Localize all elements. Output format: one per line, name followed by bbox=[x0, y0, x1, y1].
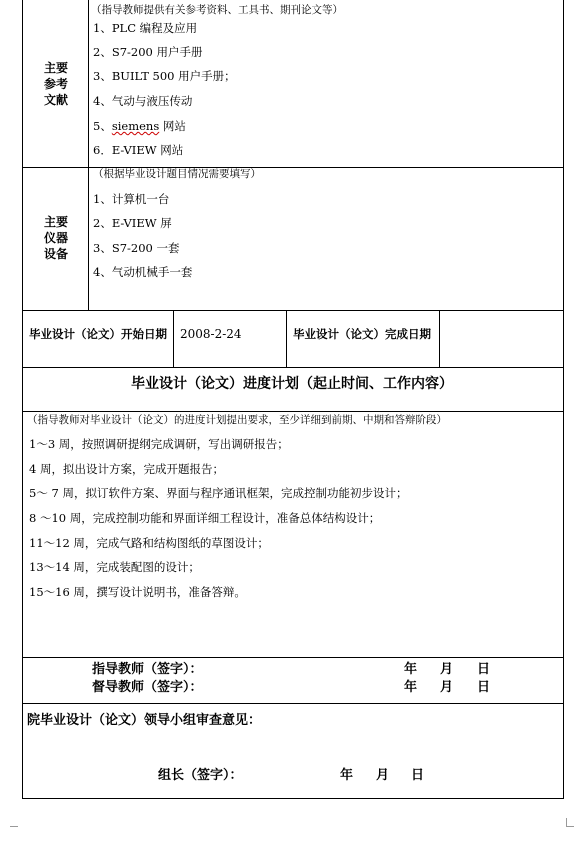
supervisor-month: 月 bbox=[440, 680, 454, 695]
corner-mark bbox=[10, 826, 18, 827]
date-divider bbox=[439, 310, 440, 367]
leader-month: 月 bbox=[376, 768, 390, 783]
equipment-item: 3、S7-200 一套 bbox=[93, 241, 180, 255]
references-hint: （指导教师提供有关参考资料、工具书、期刊论文等） bbox=[91, 4, 343, 16]
schedule-title: 毕业设计（论文）进度计划（起止时间、工作内容） bbox=[131, 376, 453, 392]
schedule-item: 11～12 周，完成气路和结构图纸的草图设计； bbox=[29, 536, 269, 550]
row-divider bbox=[22, 367, 564, 368]
schedule-item: 13～14 周，完成装配图的设计； bbox=[29, 560, 200, 574]
reference-item-text: 5、siemens 网站 bbox=[93, 119, 186, 133]
schedule-item: 8 ～10 周，完成控制功能和界面详细工程设计，准备总体结构设计； bbox=[29, 511, 381, 525]
reference-item: 4、气动与液压传动 bbox=[93, 94, 193, 108]
corner-mark bbox=[566, 826, 574, 827]
start-date-label: 毕业设计（论文）开始日期 bbox=[29, 327, 167, 341]
leader-year: 年 bbox=[340, 768, 354, 783]
equipment-hint: （根据毕业设计题目情况需要填写） bbox=[93, 168, 261, 180]
equipment-label: 主要 仪器 设备 bbox=[43, 215, 68, 261]
schedule-item: 1～3 周，按照调研提纲完成调研，写出调研报告； bbox=[29, 437, 289, 451]
row-divider bbox=[22, 411, 564, 412]
review-title: 院毕业设计（论文）领导小组审查意见： bbox=[27, 713, 262, 728]
reference-item: 2、S7-200 用户手册 bbox=[93, 45, 203, 59]
reference-item bbox=[93, 119, 186, 133]
spellcheck-word: siemens bbox=[111, 119, 160, 133]
schedule-item: 4 周，拟出设计方案，完成开题报告； bbox=[29, 462, 224, 476]
equipment-item: 2、E-VIEW 屏 bbox=[93, 216, 172, 230]
reference-item: 3、BUILT 500 用户手册； bbox=[93, 69, 236, 83]
equipment-item: 1、计算机一台 bbox=[93, 192, 170, 206]
reference-item: 6．E-VIEW 网站 bbox=[93, 143, 184, 157]
end-date-label: 毕业设计（论文）完成日期 bbox=[293, 327, 431, 341]
supervisor-signature-label: 督导教师（签字）： bbox=[92, 680, 203, 695]
supervisor-year: 年 bbox=[404, 680, 418, 695]
equipment-item: 4、气动机械手一套 bbox=[93, 265, 193, 279]
leader-day: 日 bbox=[411, 768, 425, 783]
date-divider bbox=[173, 310, 174, 367]
leader-signature-label: 组长（签字）： bbox=[158, 768, 243, 783]
advisor-day: 日 bbox=[477, 662, 491, 677]
start-date-value: 2008-2-24 bbox=[180, 327, 242, 341]
schedule-item: 5～ 7 周，拟订软件方案、界面与程序通讯框架，完成控制功能初步设计； bbox=[29, 486, 408, 500]
advisor-month: 月 bbox=[440, 662, 454, 677]
reference-item: 1、PLC 编程及应用 bbox=[93, 21, 198, 35]
schedule-hint: （指导教师对毕业设计（论文）的进度计划提出要求，至少详细到前期、中期和答辩阶段） bbox=[27, 414, 447, 426]
row-divider bbox=[22, 657, 564, 658]
references-divider bbox=[88, 0, 89, 310]
row-divider bbox=[22, 703, 564, 704]
advisor-signature-label: 指导教师（签字）： bbox=[92, 662, 203, 677]
date-divider bbox=[286, 310, 287, 367]
schedule-item: 15～16 周，撰写设计说明书，准备答辩。 bbox=[29, 585, 246, 599]
advisor-year: 年 bbox=[404, 662, 418, 677]
row-divider bbox=[22, 310, 564, 311]
references-label: 主要 参考 文献 bbox=[43, 61, 68, 107]
supervisor-day: 日 bbox=[477, 680, 491, 695]
corner-mark bbox=[566, 818, 567, 826]
